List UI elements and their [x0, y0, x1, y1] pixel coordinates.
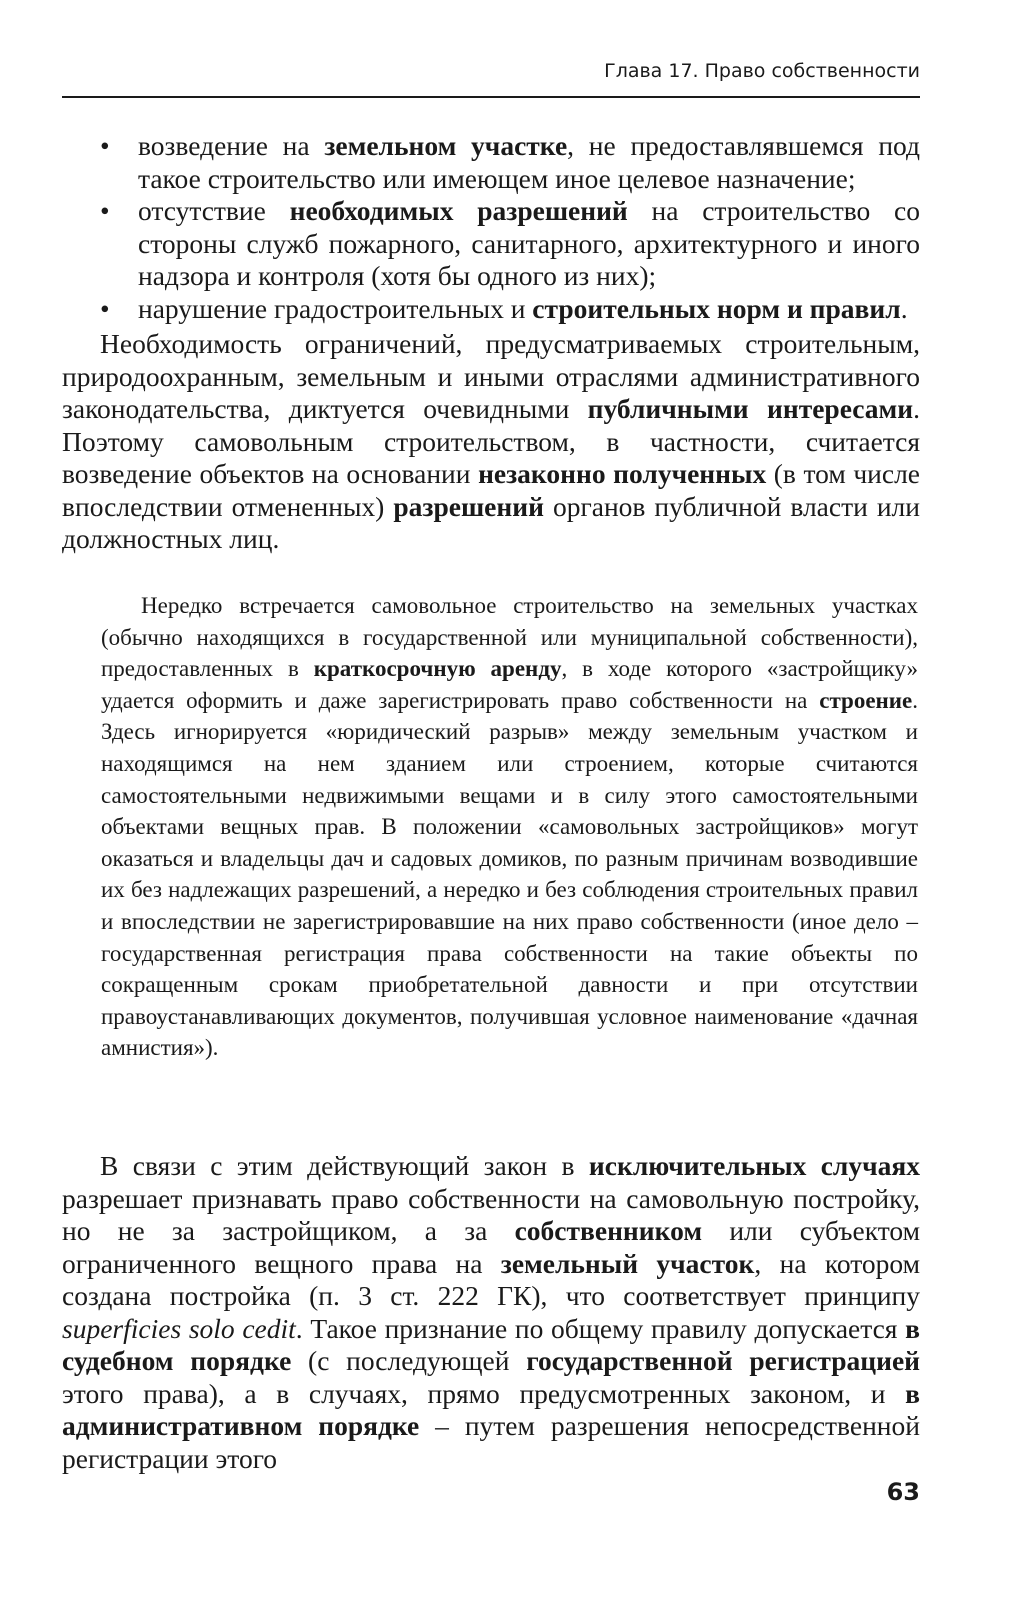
bold-term: земельный участок — [500, 1247, 755, 1279]
running-head: Глава 17. Право собственности — [604, 60, 920, 82]
text-run: возведение на — [138, 130, 325, 161]
text-run: на строительство со стороны служб пожарного, санитарного, архитектурного и иного надзора и контроля (хотя бы одного из них); — [138, 195, 920, 291]
bullet-list — [62, 130, 920, 325]
text-run: , на котором создана постройка (п. 3 ст. 222 ГК), что соответствует принципу — [62, 1247, 920, 1311]
bullet-item — [62, 293, 920, 326]
header-rule — [62, 96, 920, 98]
text-run: . Здесь игнорируется «юридический разрыв» между земельным участком и находящимся на нем зданием или строением, которые считаются самостоятельными недвижимыми вещами и в силу этого самостоятельными объектами вещных прав. В положении «самовольных застройщиков» могут оказаться и владельцы дач и садовых домиков, по разным причинам возводившие их без надлежащих разрешений, а нередко и без соблюдения строительных правил и впоследствии не зарегистрировавшие на них право собственности (иное дело – государственная регистрация права собственности на такие объекты по сокращенным срокам приобретательной давности и при отсутствии правоустанавливающих документов, получившая условное наименование «дачная амнистия»). — [101, 687, 918, 1061]
text-run: органов публичной власти или должностных лиц. — [62, 490, 920, 554]
text-run: этого права), а в случаях, прямо предусмотренных законом, и — [62, 1377, 906, 1409]
text-run: разрешает признавать право собственности на самовольную постройку, но не за застройщиком, а за — [62, 1182, 920, 1246]
bold-term: публичными интересами — [587, 393, 914, 424]
bold-term: разрешений — [393, 490, 544, 522]
text-run: . Такое признание по общему правилу допускается — [295, 1312, 906, 1344]
text-run: – путем разрешения непосредственной регистрации этого — [62, 1410, 920, 1474]
text-run: В связи с этим действующий закон в — [100, 1150, 589, 1181]
bold-term: строительных норм и правил — [532, 292, 901, 324]
bold-term: исключительных случаях — [588, 1150, 920, 1181]
text-run: отсутствие — [138, 195, 290, 226]
bullet-item — [62, 195, 920, 293]
bold-term: строение — [819, 687, 913, 713]
text-run: Необходимость ограничений, предусматриваемых строительным, природоохранным, земельным и иными отраслями административного законодательства, диктуется очевидными — [62, 328, 920, 424]
body-paragraph — [62, 1150, 920, 1475]
bold-term: в административном порядке — [62, 1377, 920, 1441]
bold-term: в судебном порядке — [62, 1312, 920, 1376]
note-paragraph — [101, 590, 918, 1064]
bold-term: земельном участке — [324, 130, 568, 161]
text-run: , не предоставлявшемся под такое строительство или имеющем иное целевое назначение; — [138, 130, 920, 194]
text-run: или субъектом ограниченного вещного права на — [62, 1215, 920, 1279]
text-run: (в том числе впоследствии отмененных) — [62, 458, 921, 522]
page-number: 63 — [886, 1478, 920, 1506]
bold-term: государственной регистрацией — [526, 1345, 921, 1376]
text-run: , в ходе которого «застройщику» удается оформить и даже зарегистрировать право собственности на — [101, 656, 918, 713]
latin-maxim: superficies solo cedit — [62, 1312, 296, 1344]
body-paragraph — [62, 328, 920, 556]
text-run: Нередко встречается самовольное строительство на земельных участках (обычно находящихся в государственной или муниципальной собственности), предоставленных в — [101, 593, 918, 682]
text-run: (с последующей — [291, 1345, 527, 1376]
text-run: . — [900, 292, 908, 324]
text-run: нарушение градостроительных и — [138, 292, 533, 324]
bold-term: собственником — [514, 1215, 703, 1246]
bullet-item — [62, 130, 920, 195]
bold-term: краткосрочную аренду — [313, 656, 562, 682]
bold-term: незаконно полученных — [478, 458, 767, 489]
text-run: . Поэтому самовольным строительством, в частности, считается возведение объектов на основании — [62, 393, 920, 489]
bold-term: необходимых разрешений — [289, 195, 628, 226]
